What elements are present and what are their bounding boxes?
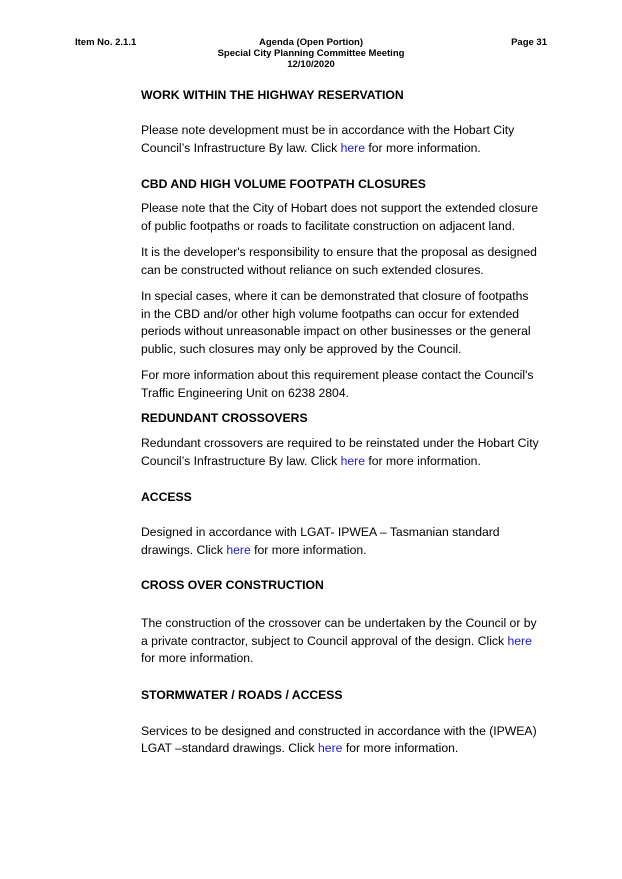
meeting-date: 12/10/2020: [287, 59, 335, 70]
paragraph-text: Services to be designed and constructed in accordance with the (IPWEA) LGAT –standard drawings. Click: [141, 723, 537, 755]
paragraph-cbd-4: For more information about this requirement please contact the Council's Traffic Engineering Unit on 6238 2804.: [141, 368, 534, 400]
paragraph-cbd-1: Please note that the City of Hobart does not support the extended closure of public footpaths or roads to facilitate construction on adjacent land.: [141, 201, 539, 233]
paragraph-text: for more information.: [250, 542, 367, 557]
paragraph-text: Please note development must be in accordance with the Hobart City Council’s Infrastructure By law. Click: [141, 123, 515, 155]
paragraph-stormwater: [141, 723, 541, 758]
crossover-construction-link[interactable]: here: [507, 633, 532, 648]
paragraph-text: for more information.: [141, 651, 254, 665]
paragraph-cbd-2: It is the developer's responsibility to ensure that the proposal as designed can be constructed without reliance on such extended closures.: [141, 245, 537, 277]
access-link[interactable]: here: [226, 542, 251, 557]
heading-cbd-closures: CBD AND HIGH VOLUME FOOTPATH CLOSURES: [141, 177, 426, 191]
paragraph-text: The construction of the crossover can be undertaken by the Council or by a private contractor, subject to Council approval of the design. Click: [141, 616, 537, 648]
paragraph-text: for more information.: [365, 453, 481, 468]
paragraph-access: [141, 524, 541, 559]
paragraph-text: for more information.: [365, 140, 481, 155]
infrastructure-bylaw-link[interactable]: here: [340, 140, 365, 155]
paragraph-text: for more information.: [342, 741, 459, 755]
document-body: [141, 88, 541, 758]
paragraph-cbd-3: In special cases, where it can be demonstrated that closure of footpaths in the CBD and/or other high volume footpaths can occur for extended periods without unreasonable impact on other businesses or the general public, such closures may only be approved by the Council.: [141, 289, 531, 356]
paragraph-text: Redundant crossovers are required to be reinstated under the Hobart City Council’s Infrastructure By law. Click: [141, 436, 539, 468]
heading-access: ACCESS: [141, 490, 192, 504]
item-number: Item No. 2.1.1: [75, 37, 137, 48]
heading-redundant-crossovers: REDUNDANT CROSSOVERS: [141, 411, 308, 425]
redundant-crossovers-link[interactable]: here: [340, 453, 365, 468]
paragraph-text: Designed in accordance with LGAT- IPWEA – Tasmanian standard drawings. Click: [141, 525, 500, 557]
meeting-title: Special City Planning Committee Meeting: [217, 48, 405, 59]
page-number: Page 31: [511, 37, 547, 48]
heading-stormwater-roads-access: STORMWATER / ROADS / ACCESS: [141, 687, 343, 702]
stormwater-standards-link[interactable]: here: [318, 741, 343, 755]
paragraph-highway: [141, 122, 541, 157]
paragraph-redundant: [141, 435, 541, 470]
paragraph-crossover: [141, 615, 541, 668]
heading-highway-reservation: WORK WITHIN THE HIGHWAY RESERVATION: [141, 88, 404, 102]
agenda-title: Agenda (Open Portion): [259, 37, 363, 48]
heading-crossover-construction: CROSS OVER CONSTRUCTION: [141, 578, 324, 592]
